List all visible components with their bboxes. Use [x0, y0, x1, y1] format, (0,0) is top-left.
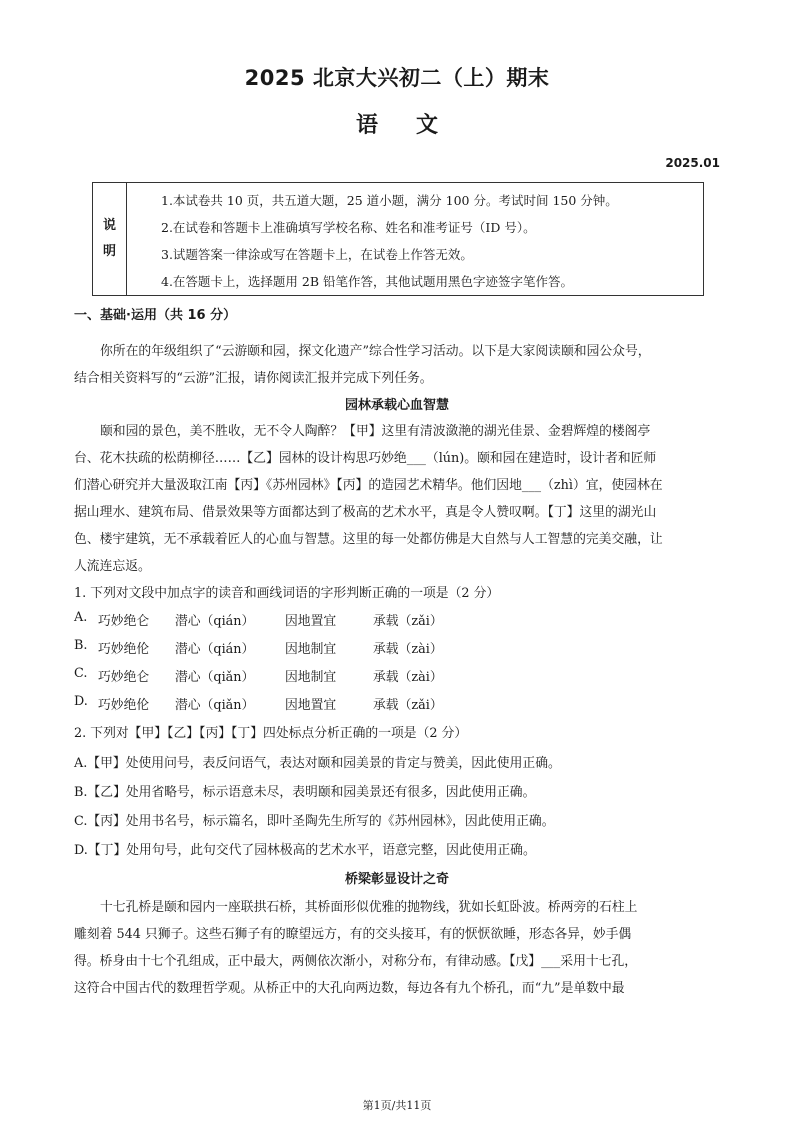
intro-text: 结合相关资料写的“云游”汇报，请你阅读汇报并完成下列任务。: [74, 371, 433, 386]
instructions-box: [92, 182, 704, 296]
instructions-label-char: 明: [102, 244, 116, 259]
subsection-title: 园林承载心血智慧: [344, 398, 449, 413]
option-cell: 因地置宜: [285, 698, 337, 713]
instructions-label-char: 说: [102, 218, 116, 233]
instruction-item: 3.试题答案一律涂或写在答题卡上，在试卷上作答无效。: [161, 247, 473, 262]
question-stem: 1. 下列对文段中加点字的读音和画线词语的字形判断正确的一项是（2 分）: [74, 586, 500, 601]
passage-line: 们潜心研究并大量汲取江南【丙】《苏州园林》【丙】的造园艺术精华。他们因地___（zhì）宜，使园林在: [74, 478, 663, 493]
question-stem: 2. 下列对【甲】【乙】【丙】【丁】四处标点分析正确的一项是（2 分）: [74, 726, 468, 741]
passage-line: 雕刻着 544 只狮子。这些石狮子有的瞭望远方，有的交头接耳，有的恹恹欲睡，形态各异，妙手偶: [74, 927, 632, 942]
option-letter: D.: [74, 694, 88, 709]
option-cell: 因地制宜: [285, 670, 337, 685]
option-text: A.【甲】处使用问号，表反问语气，表达对颐和园美景的肯定与赞美，因此使用正确。: [74, 756, 561, 771]
option-text: B.【乙】处用省略号，标示语意未尽，表明颐和园美景还有很多，因此使用正确。: [74, 785, 536, 800]
option-letter: B.: [74, 638, 88, 653]
option-cell: 潜心（qián）: [175, 642, 255, 657]
passage-line: 得。桥身由十七个孔组成，正中最大，两侧依次渐小，对称分布，有律动感。【戊】___采用十七孔，: [74, 954, 638, 969]
passage-line: 人流连忘返。: [74, 559, 151, 574]
subsection-title: 桥梁彰显设计之奇: [344, 872, 449, 887]
option-text: D.【丁】处用句号，此句交代了园林极高的艺术水平，语意完整，因此使用正确。: [74, 843, 536, 858]
option-letter: A.: [74, 610, 88, 625]
passage-line: 据山理水、建筑布局、借景效果等方面都达到了极高的艺术水平，真是令人赞叹啊。【丁】这里的湖光山: [74, 505, 657, 520]
option-cell: 承载（zài）: [373, 670, 443, 685]
option-text: C.【丙】处用书名号，标示篇名，即叶圣陶先生所写的《苏州园林》，因此使用正确。: [74, 814, 555, 829]
passage-line: 颐和园的景色，美不胜收，无不令人陶醉？【甲】这里有清波潋滟的湖光佳景、金碧辉煌的楼阁亭: [100, 424, 651, 439]
option-cell: 承载（zǎi）: [373, 614, 443, 629]
option-cell: 承载（zǎi）: [373, 698, 443, 713]
passage-line: 色、楼宇建筑，无不承载着匠人的心血与智慧。这里的每一处都仿佛是大自然与人工智慧的完美交融，让: [74, 532, 663, 547]
option-cell: 巧妙绝仑: [98, 614, 150, 629]
option-letter: C.: [74, 666, 88, 681]
option-cell: 潜心（qiǎn）: [175, 670, 255, 685]
option-cell: 巧妙绝伦: [98, 698, 150, 713]
page-title: 2025 北京大兴初二（上）期末: [244, 66, 550, 90]
intro-text: 你所在的年级组织了“云游颐和园，探文化遗产”综合性学习活动。以下是大家阅读颐和园公众号，: [100, 344, 651, 359]
passage-line: 这符合中国古代的数理哲学观。从桥正中的大孔向两边数，每边各有九个桥孔，而“九”是单数中最: [74, 981, 625, 996]
section-heading: 一、基础·运用（共 16 分）: [74, 308, 237, 323]
option-cell: 承载（zài）: [373, 642, 443, 657]
instructions-label: [93, 183, 127, 295]
option-cell: 巧妙绝伦: [98, 642, 150, 657]
page-footer: 第1页/共11页: [362, 1099, 432, 1112]
option-cell: 潜心（qián）: [175, 614, 255, 629]
instruction-item: 1.本试卷共 10 页，共五道大题，25 道小题，满分 100 分。考试时间 150 分钟。: [161, 193, 618, 208]
passage-line: 十七孔桥是颐和园内一座联拱石桥，其桥面形似优雅的抛物线，犹如长虹卧波。桥两旁的石柱上: [100, 900, 638, 915]
option-cell: 潜心（qiǎn）: [175, 698, 255, 713]
option-cell: 因地置宜: [285, 614, 337, 629]
instruction-item: 4.在答题卡上，选择题用 2B 铅笔作答，其他试题用黑色字迹签字笔作答。: [161, 274, 574, 289]
passage-line: 台、花木扶疏的松荫柳径……【乙】园林的设计构思巧妙绝___（lún)。颐和园在建造时，设计者和匠师: [74, 451, 657, 466]
subject-title: 语文: [355, 113, 476, 138]
instruction-item: 2.在试卷和答题卡上准确填写学校名称、姓名和准考证号（ID 号）。: [161, 220, 536, 235]
option-cell: 巧妙绝仑: [98, 670, 150, 685]
option-cell: 因地制宜: [285, 642, 337, 657]
exam-date: 2025.01: [665, 156, 720, 170]
